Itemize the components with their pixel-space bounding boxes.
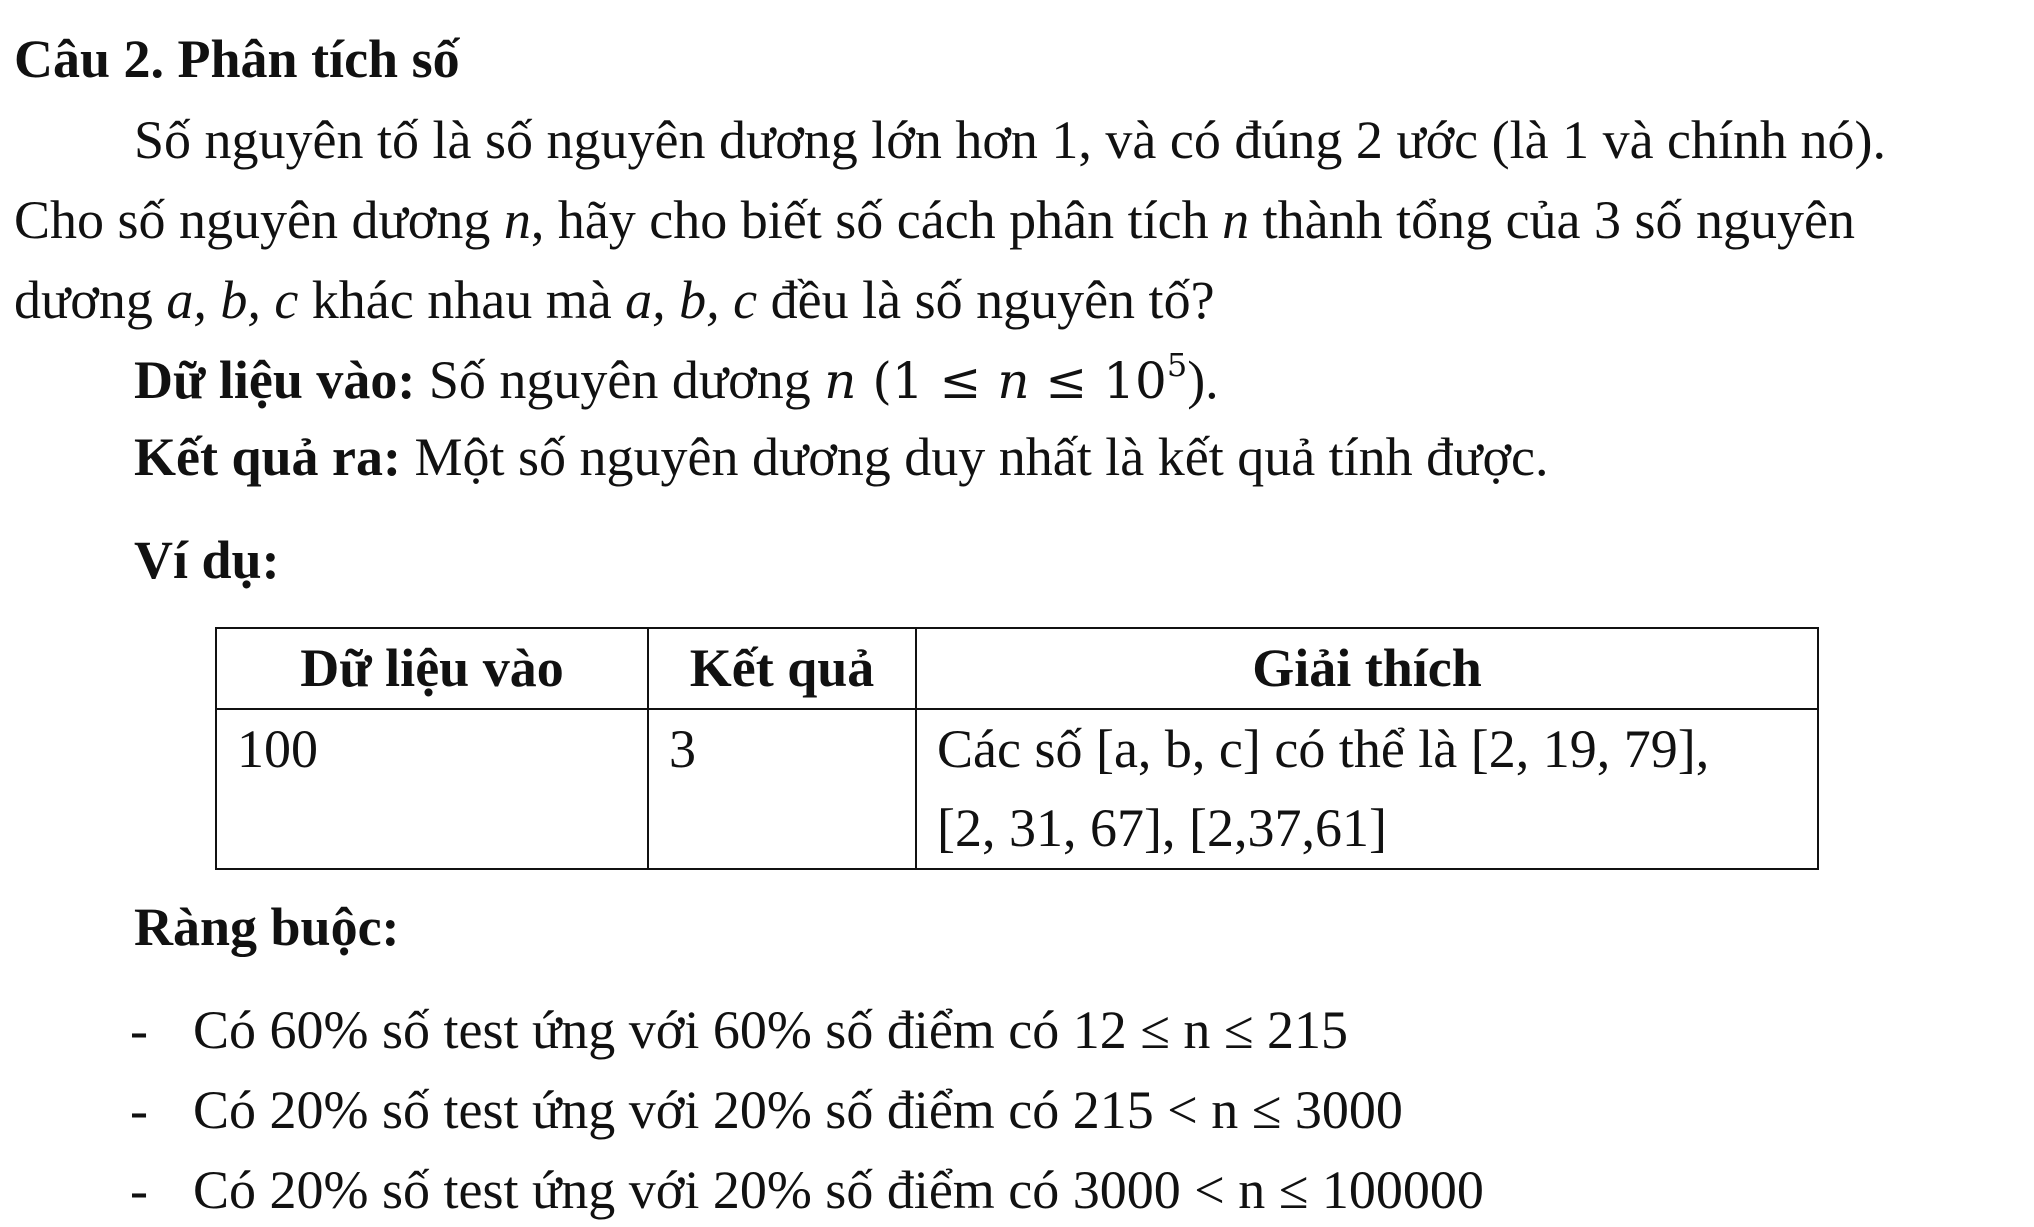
problem-heading: Câu 2. Phân tích số — [14, 29, 460, 89]
table-header-row — [216, 628, 1818, 709]
intro-text: , hãy cho biết số cách phân tích — [530, 190, 1223, 250]
output-spec-label: Kết quả ra: — [134, 427, 401, 487]
intro-line-1: Số nguyên tố là số nguyên dương lớn hơn 1, và có đúng 2 ước (là 1 và chính nó). — [134, 110, 1886, 170]
input-spec-text: Số nguyên dương — [415, 350, 825, 410]
intro-text: Cho số nguyên dương — [14, 190, 504, 250]
example-table — [215, 627, 1819, 870]
constraint-close: ). — [1187, 350, 1219, 410]
exponent: 5 — [1166, 346, 1188, 384]
constraint-item: Có 20% số test ứng với 20% số điểm có 3000 < n ≤ 100000 — [193, 1160, 1484, 1220]
variable-n: n — [997, 352, 1030, 410]
intro-line-3 — [14, 268, 1215, 332]
explanation-line: [2, 31, 67], [2,37,61] — [937, 798, 1387, 858]
variable-n: n — [824, 352, 857, 410]
intro-text: đều là số nguyên tố? — [757, 270, 1215, 330]
table-cell-input: 100 — [216, 709, 648, 869]
constraint-item: Có 60% số test ứng với 60% số điểm có 12 ≤ n ≤ 215 — [193, 1000, 1349, 1060]
variable-n: n — [1222, 190, 1250, 250]
intro-line-2 — [14, 188, 1855, 252]
constraint-dash: - — [130, 1080, 148, 1140]
constraint-dash: - — [130, 1160, 148, 1220]
constraint-part: (1 ≤ — [856, 352, 998, 410]
constraints-label: Ràng buộc: — [134, 897, 400, 957]
table-cell-explanation — [916, 709, 1818, 869]
variables-abc: a, b, c — [625, 270, 758, 330]
table-header: Kết quả — [648, 628, 916, 709]
constraint-item: Có 20% số test ứng với 20% số điểm có 215 < n ≤ 3000 — [193, 1080, 1403, 1140]
constraint-part: ≤ 10 — [1029, 352, 1167, 410]
input-spec-label: Dữ liệu vào: — [134, 350, 416, 410]
output-spec-text: Một số nguyên dương duy nhất là kết quả tính được. — [400, 427, 1549, 487]
variables-abc: a, b, c — [166, 270, 299, 330]
table-row — [216, 709, 1818, 869]
intro-text: thành tổng của 3 số nguyên — [1249, 190, 1856, 250]
example-label: Ví dụ: — [134, 530, 280, 590]
table-cell-output: 3 — [648, 709, 916, 869]
intro-text: khác nhau mà — [298, 270, 626, 330]
output-spec — [134, 425, 1548, 489]
table-header: Dữ liệu vào — [216, 628, 648, 709]
constraint-dash: - — [130, 1000, 148, 1060]
explanation-line: Các số [a, b, c] có thể là [2, 19, 79], — [937, 719, 1710, 779]
intro-text: dương — [14, 270, 167, 330]
variable-n: n — [503, 190, 531, 250]
input-constraint — [824, 346, 1188, 410]
table-header: Giải thích — [916, 628, 1818, 709]
input-spec — [134, 348, 1219, 413]
